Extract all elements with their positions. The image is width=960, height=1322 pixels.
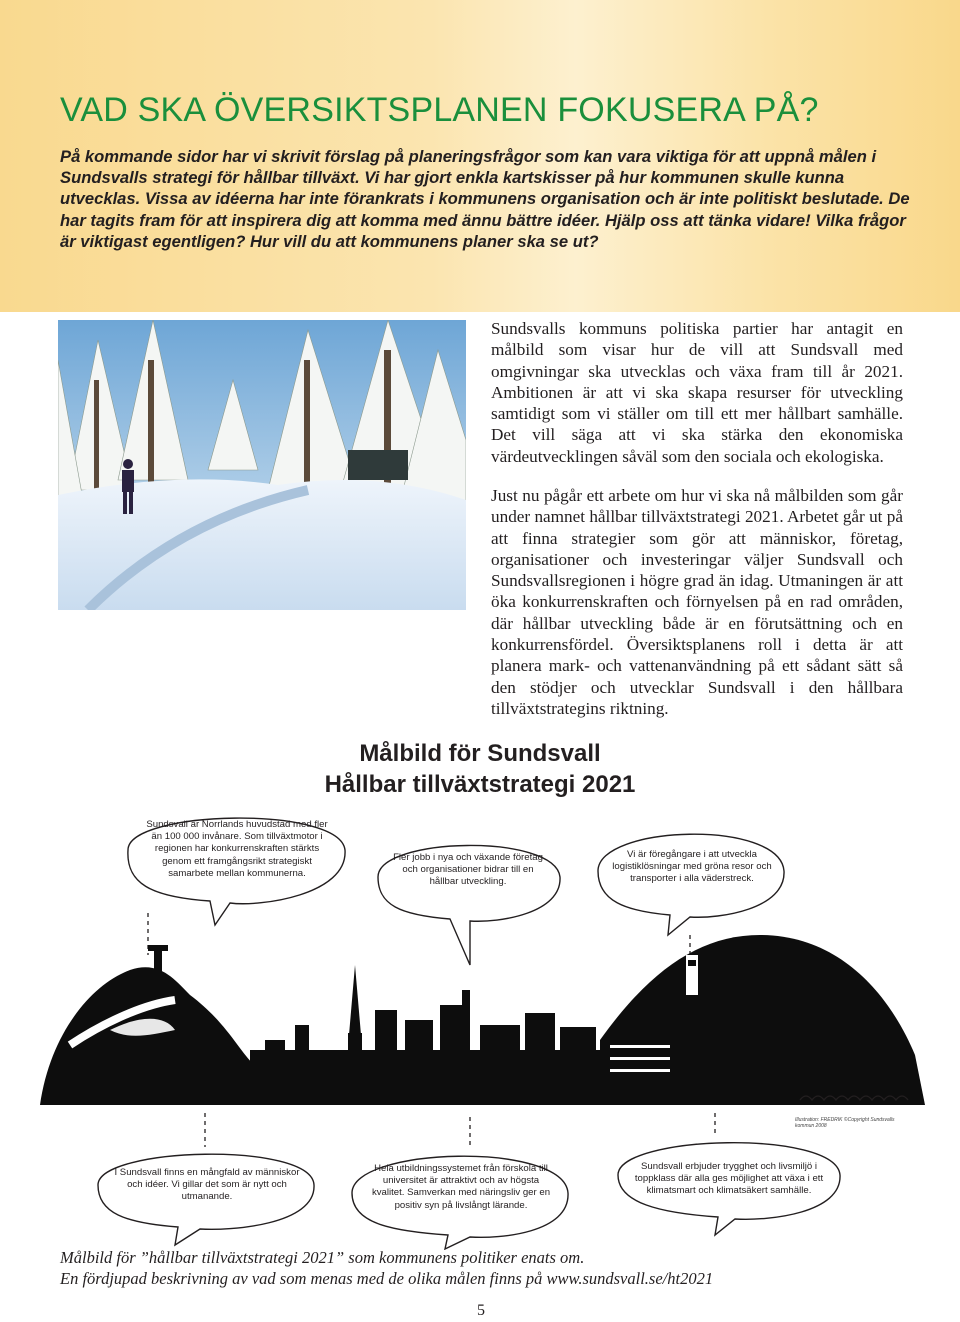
bubble-text-bottom-1: I Sundsvall finns en mångfald av människor och idéer. Vi gillar det som är nytt och utmanande. — [114, 1167, 300, 1203]
bubble-text-bottom-3: Sundsvall erbjuder trygghet och livsmiljö i toppklass där alla ges möjlighet att växa i ett klimatsmart och klimatsäkert samhälle. — [634, 1161, 824, 1197]
bubble-text-top-2: Fler jobb i nya och växande företag och organisationer bidrar till en hållbar utveckling. — [393, 852, 543, 888]
intro-text: På kommande sidor har vi skrivit förslag på planeringsfrågor som kan vara viktiga för att uppnå målen i Sundsvalls strategi för hållbar tillväxt. Vi har gjort enkla kartskisser på hur kommunen skulle kunna utvecklas. Vissa av idéerna har inte förankrats i kommunens organisation och är inte politiskt beslutade. De har tagits fram för att inspirera dig att komma med ännu bättre idéer. Hjälp oss att tänka vidare! Vilka frågor är viktigast egentligen? Hur vill du att kommunens planer ska se ut? — [60, 147, 910, 251]
malbild-title — [230, 738, 730, 800]
winter-forest-photo — [58, 320, 466, 610]
illustration-credit: Illustration: FREDRIK ©Copyright Sundsvalls kommun 2008 — [795, 1117, 895, 1129]
page-title: VAD SKA ÖVERSIKTSPLANEN FOKUSERA PÅ? — [60, 91, 819, 129]
malbild-title-line1: Målbild för Sundsvall — [359, 740, 601, 767]
footer-caption — [60, 1247, 920, 1289]
vision-illustration — [0, 795, 960, 1250]
bubble-text-top-3: Vi är föregångare i att utveckla logistiklösningar med gröna resor och transporter i alla väderstreck. — [612, 849, 772, 885]
body-paragraph-2: Just nu pågår ett arbete om hur vi ska nå målbilden som går under namnet hållbar tillväxtstrategi 2021. Arbetet går ut på att finna strategier som gör att människor, företag, organisationer och investeringar väljer Sundsvall och Sundsvallsregionen i högre grad än idag. Utmaningen är att öka konkurrenskraften och förnyelsen på en rad områden, där hållbar utveckling både är en förutsättning och en konkurrensfördel. Översiktsplanens roll i detta är att planera mark- och vattenanvändning på ett sådant sätt så den stödjer och utvecklar Sundsvall i den hållbara tillväxtstrategins riktning. — [491, 486, 903, 718]
bubble-text-bottom-2: Hela utbildningssystemet från förskola till universitet är attraktivt och av högsta kvalitet. Samverkan med näringsliv ger en positiv syn på livslångt lärande. — [371, 1163, 551, 1211]
page-number: 5 — [477, 1302, 485, 1319]
body-paragraph-1: Sundsvalls kommuns politiska partier har antagit en målbild som visar hur de vill att Sundsvall med omgivningar ska utvecklas och växa fram till år 2021. Ambitionen är att vi ska skapa resurser för utveckling samtidigt som vi ställer om till ett mer hållbart samhälle. Det vill säga att vi ska stärka den ekonomiska värdeutvecklingen såväl som den sociala och ekologiska. — [491, 319, 903, 466]
footer-line-2: En fördjupad beskrivning av vad som menas med de olika målen finns på www.sundsvall.se/ht2021 — [60, 1269, 714, 1288]
footer-line-1: Målbild för ”hållbar tillväxtstrategi 2021” som kommunens politiker enats om. — [60, 1248, 585, 1267]
malbild-title-line2: Hållbar tillväxtstrategi 2021 — [324, 771, 636, 798]
bubble-text-top-1: Sundsvall är Norrlands huvudstad med fler än 100 000 invånare. Som tillväxtmotor i regionen har konkurrenskraften stärkts genom ett framgångsrikt strategiskt samarbete mellan kommunerna. — [146, 819, 328, 879]
